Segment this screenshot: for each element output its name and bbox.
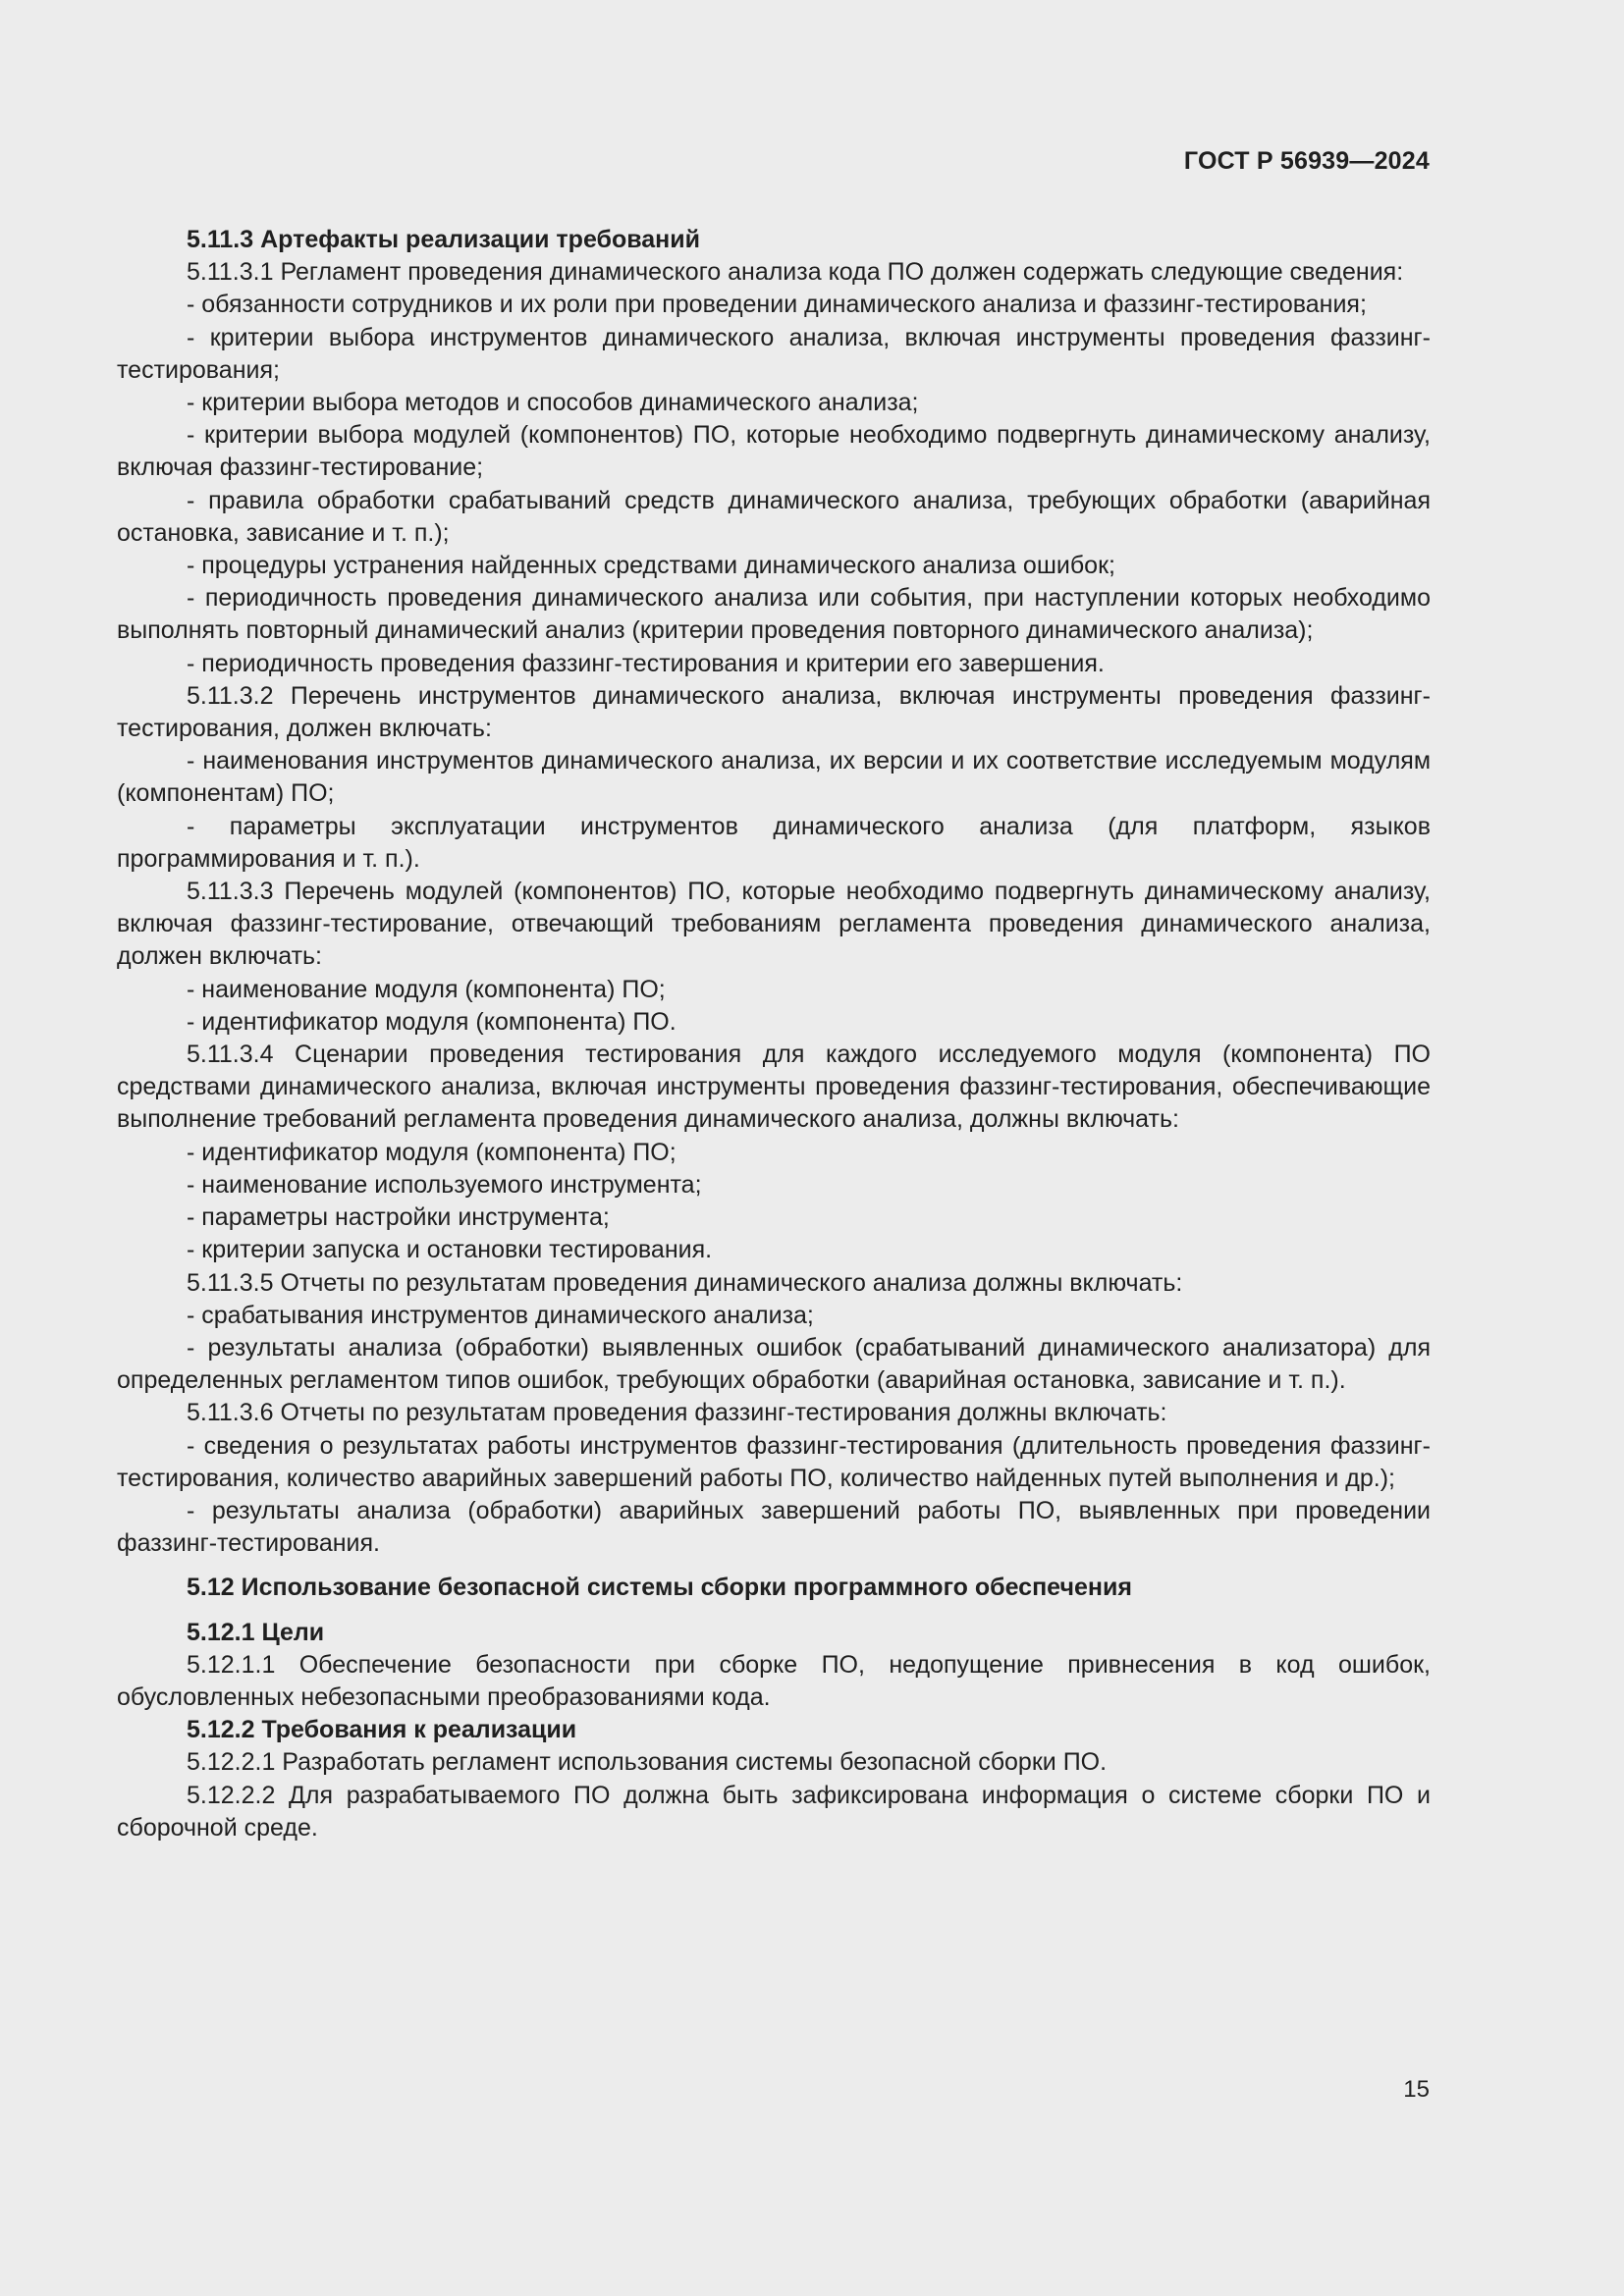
paragraph: 5.11.3.1 Регламент проведения динамического анализа кода ПО должен содержать следующие сведения: [187, 258, 1404, 287]
list-item: - сведения о результатах работы инструментов фаззинг-тестирования (длительность проведения фаззинг-тестирования, количество аварийных завершений работы ПО, количество найденных путей выполнения и др.); [117, 1431, 1431, 1492]
list-item: - периодичность проведения динамического анализа или события, при наступлении которых необходимо выполнять повторный динамический анализ (критерии проведения повторного динамического анализа); [117, 584, 1431, 645]
list-item: - обязанности сотрудников и их роли при проведении динамического анализа и фаззинг-тестирования; [187, 291, 1367, 319]
paragraph: 5.12.1.1 Обеспечение безопасности при сборке ПО, недопущение привнесения в код ошибок, обусловленных небезопасными преобразованиями кода. [117, 1650, 1431, 1711]
document-header: ГОСТ Р 56939—2024 [1183, 147, 1430, 175]
list-item: - правила обработки срабатываний средств динамического анализа, требующих обработки (аварийная остановка, зависание и т. п.); [117, 486, 1431, 547]
list-item: - идентификатор модуля (компонента) ПО. [187, 1007, 677, 1036]
paragraph: 5.11.3.5 Отчеты по результатам проведения динамического анализа должны включать: [187, 1268, 1183, 1297]
list-item: - идентификатор модуля (компонента) ПО; [187, 1138, 677, 1166]
paragraph: 5.12.2.1 Разработать регламент использования системы безопасной сборки ПО. [187, 1748, 1108, 1777]
list-item: - параметры эксплуатации инструментов динамического анализа (для платформ, языков программирования и т. п.). [117, 812, 1431, 873]
subsection-heading: 5.12.2 Требования к реализации [187, 1716, 577, 1744]
section-heading: 5.12 Использование безопасной системы сборки программного обеспечения [187, 1574, 1132, 1602]
list-item: - процедуры устранения найденных средствами динамического анализа ошибок; [187, 552, 1115, 580]
list-item: - параметры настройки инструмента; [187, 1203, 610, 1232]
paragraph: 5.11.3.6 Отчеты по результатам проведения фаззинг-тестирования должны включать: [187, 1399, 1167, 1427]
list-item: - критерии выбора методов и способов динамического анализа; [187, 389, 919, 417]
list-item: - критерии запуска и остановки тестирования. [187, 1236, 713, 1264]
list-item: - периодичность проведения фаззинг-тестирования и критерии его завершения. [187, 649, 1105, 677]
list-item: - срабатывания инструментов динамического анализа; [187, 1301, 814, 1329]
list-item: - наименования инструментов динамического анализа, их версии и их соответствие исследуемым модулям (компонентам) ПО; [117, 747, 1431, 808]
list-item: - результаты анализа (обработки) выявленных ошибок (срабатываний динамического анализатора) для определенных регламентом типов ошибок, требующих обработки (аварийная остановка, зависание и т. п.). [117, 1333, 1431, 1395]
paragraph: 5.11.3.2 Перечень инструментов динамического анализа, включая инструменты проведения фаззинг-тестирования, должен включать: [117, 681, 1431, 743]
paragraph: 5.12.2.2 Для разрабатываемого ПО должна быть зафиксирована информация о системе сборки ПО и сборочной среде. [117, 1781, 1431, 1842]
paragraph: 5.11.3.3 Перечень модулей (компонентов) ПО, которые необходимо подвергнуть динамическому анализу, включая фаззинг-тестирование, отвечающий требованиям регламента проведения динамического анализа, должен включать: [117, 878, 1431, 971]
subsection-heading: 5.11.3 Артефакты реализации требований [187, 226, 701, 253]
list-item: - наименование используемого инструмента; [187, 1170, 702, 1199]
list-item: - результаты анализа (обработки) аварийных завершений работы ПО, выявленных при проведении фаззинг-тестирования. [117, 1496, 1431, 1558]
list-item: - критерии выбора модулей (компонентов) ПО, которые необходимо подвергнуть динамическому анализу, включая фаззинг-тестирование; [117, 421, 1431, 482]
subsection-heading: 5.12.1 Цели [187, 1618, 325, 1646]
list-item: - наименование модуля (компонента) ПО; [187, 975, 666, 1003]
paragraph: 5.11.3.4 Сценарии проведения тестирования для каждого исследуемого модуля (компонента) ПО средствами динамического анализа, включая инструменты проведения фаззинг-тестирования, обеспечивающие выполнение требований регламента проведения динамического анализа, должны включать: [117, 1041, 1431, 1134]
list-item: - критерии выбора инструментов динамического анализа, включая инструменты проведения фаззинг-тестирования; [117, 323, 1431, 384]
page-number: 15 [1403, 2076, 1430, 2103]
document-body [117, 224, 1431, 1844]
